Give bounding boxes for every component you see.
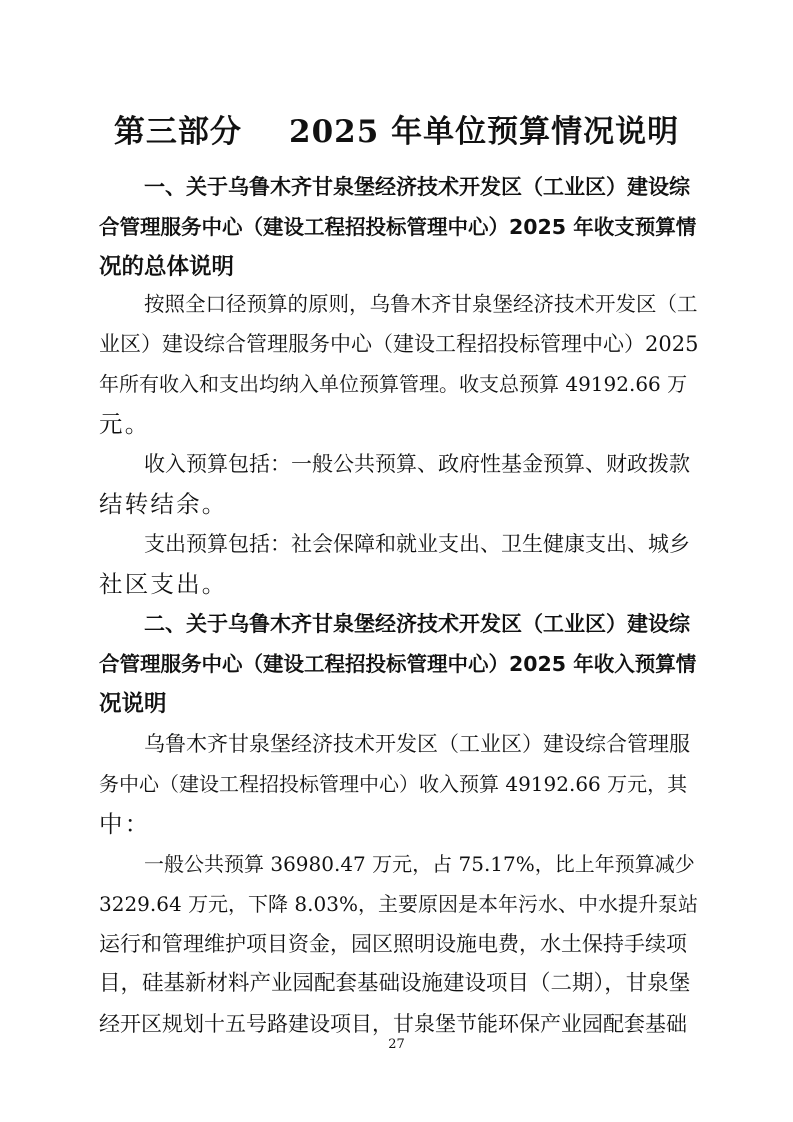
section2-paragraph-line: 3229.64 万元，下降 8.03%，主要原因是本年污水、中水提升泵站: [99, 892, 698, 916]
section1-heading-line: 合管理服务中心（建设工程招投标管理中心）2025 年收支预算情: [99, 215, 697, 239]
section1-heading-line: 况的总体说明: [99, 254, 235, 280]
section2-heading-line: 况说明: [99, 691, 167, 717]
page-number: 27: [388, 1037, 405, 1052]
page-title: 第三部分 2025 年单位预算情况说明: [113, 114, 680, 150]
section2-paragraph-line: 务中心（建设工程招投标管理中心）收入预算 49192.66 万元，其: [99, 772, 688, 796]
section2-paragraph-line: 经开区规划十五号路建设项目，甘泉堡节能环保产业园配套基础: [99, 1012, 687, 1036]
section1-paragraph-line: 年所有收入和支出均纳入单位预算管理。收支总预算 49192.66 万: [99, 372, 688, 396]
section1-paragraph-line: 收入预算包括：一般公共预算、政府性基金预算、财政拨款: [144, 452, 690, 476]
section1-paragraph-line: 元。: [99, 410, 151, 438]
section2-paragraph-line: 目，硅基新材料产业园配套基础设施建设项目（二期），甘泉堡: [99, 971, 691, 996]
section1-paragraph-line: 结转结余。: [99, 490, 228, 518]
section1-paragraph-line: 业区）建设综合管理服务中心（建设工程招投标管理中心）2025: [99, 332, 699, 356]
section1-paragraph-line: 按照全口径预算的原则，乌鲁木齐甘泉堡经济技术开发区（工: [144, 292, 698, 316]
section2-heading-line: 合管理服务中心（建设工程招投标管理中心）2025 年收入预算情: [99, 652, 697, 676]
section2-paragraph-line: 中：: [99, 810, 151, 838]
section2-heading-line: 二、关于乌鲁木齐甘泉堡经济技术开发区（工业区）建设综: [144, 612, 690, 636]
section2-paragraph-line: 乌鲁木齐甘泉堡经济技术开发区（工业区）建设综合管理服: [144, 732, 690, 756]
section1-paragraph-line: 支出预算包括：社会保障和就业支出、卫生健康支出、城乡: [144, 532, 690, 556]
section2-paragraph-line: 运行和管理维护项目资金，园区照明设施电费，水土保持手续项: [99, 932, 687, 956]
section2-paragraph-line: 一般公共预算 36980.47 万元，占 75.17%，比上年预算减少: [144, 852, 695, 876]
section1-paragraph-line: 社区支出。: [99, 570, 228, 598]
section1-heading-line: 一、关于乌鲁木齐甘泉堡经济技术开发区（工业区）建设综: [144, 175, 690, 199]
